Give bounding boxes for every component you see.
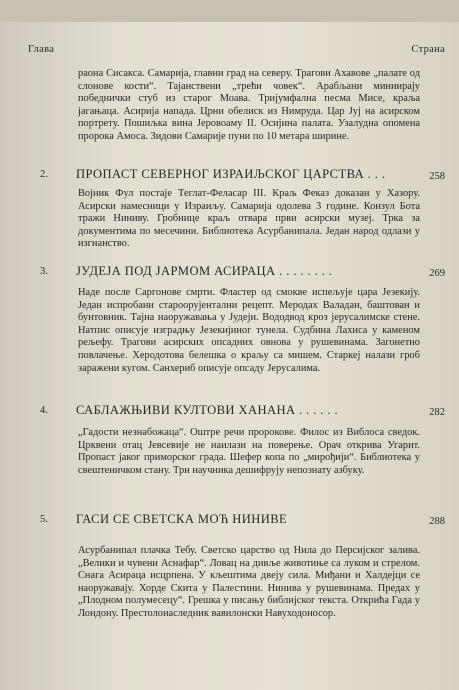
section-summary-3 xyxy=(78,287,420,375)
column-header-chapter: Глава xyxy=(28,44,55,55)
top-shadow xyxy=(0,0,459,22)
section-title-text: САБЛАЖЊИВИ КУЛТОВИ ХАНАНА xyxy=(76,403,296,417)
section-number: 3. xyxy=(40,266,48,277)
section-heading-4 xyxy=(40,403,445,419)
section-title xyxy=(76,167,385,182)
section-leader-dots: . . . . . . . . xyxy=(279,264,333,278)
section-text: Асурбанипал плачка Тебу. Светско царство од Нила до Персијског залива. „Велики и чувени Аснафар“. Ловац на дивље животиње са луком и стрелом. Снага Асираца исцрпена. У кљештима двеју сила. Миђани и Халдејци се наоружавају. Хорде Скита у Палестини. Нинива у рушевинама. Предах у „Плодном полумесецу“. Грешка у писању библијског текста. Открића Гада у Лондону. Престолонаследник вавилонски Навуходоносор. xyxy=(78,545,420,619)
section-title-text: ПРОПАСТ СЕВЕРНОГ ИЗРАИЉСКОГ ЦАРСТВА xyxy=(76,167,365,181)
section-text: „Гадости незнабожаца“. Оштре речи пророкове. Филос из Виблоса сведок. Црквени отац Јевсевије не наилази на поверење. Орач открива Угарит. Пропаст јаког приморског града. Шефер копа по „мирођији“. Библиотека у свештеничком стану. Трн научника дешифрују непознату азбуку. xyxy=(78,427,420,476)
section-title-text: ГАСИ СЕ СВЕТСКА МОЋ НИНИВЕ xyxy=(76,512,288,526)
section-page-number: 282 xyxy=(429,407,445,418)
section-title-text: ЈУДЕЈА ПОД ЈАРМОМ АСИРАЦА xyxy=(76,264,276,278)
section-title xyxy=(76,264,332,279)
section-title xyxy=(76,512,287,527)
section-number: 5. xyxy=(40,514,48,525)
section-leader-dots: . . . xyxy=(367,167,386,181)
section-text: Наде после Саргонове смрти. Фластер од смокве испељује цара Језекију. Један испробани староорујентални рецепт. Меродах Валадан, баштован и бунтовник. Тајна наоружавања у Јудеји. Вододвод кроз јерусалимске стене. Натпис описује изградњу Језекијиног тунела. Судбина Лахиса у каменом рељефу. Трагови асирских опсадних овнова у рушевинама. Загонетно повлачење. Херодотова белешка о краљу са мишем. Старкеј налази гроб заражени кугом. Санхериб описује опсаду Јерусалима. xyxy=(78,287,420,374)
section-summary-4 xyxy=(78,427,420,477)
section-heading-5 xyxy=(40,512,445,528)
section-summary-5 xyxy=(78,545,420,621)
section-number: 2. xyxy=(40,169,48,180)
section-summary-2 xyxy=(78,188,420,251)
column-header-page: Страна xyxy=(411,44,445,55)
intro-text: раона Сисакса. Самарија, главни град на северу. Трагови Ахавове „палате од слонове кости“. Тајанствени „трећи човек“. Арабљани миниирају победнички стуб из старог Моава. Тријумфална песма Мисе, краља јагањаца. Асирија напада. Црни обелиск из Нимруда. Цар Јуј на асирском портрету. Пошиљка вина Јеровоаму II. Осијина палата. Узалудна опомена пророка Амоса. Зидови Самарије пуни по 10 метара ширине. xyxy=(78,68,420,142)
intro-paragraph xyxy=(78,68,420,144)
section-leader-dots: . . . . . . xyxy=(299,403,339,417)
section-heading-2 xyxy=(40,167,445,183)
section-text: Војник Фул постаје Теглат-Феласар III. Краљ Феказ доказан у Хазору. Асирски намесници у Израиљу. Самарија одолева 3 године. Конзул Бота тражи Ниниву. Гробнице краљ отвара први асирски музеј. Трка за документима по месечини. Библиотека Асурбанипала. Један народ одлази у изгнанство. xyxy=(78,188,420,250)
section-number: 4. xyxy=(40,405,48,416)
section-title xyxy=(76,403,338,418)
section-page-number: 288 xyxy=(429,516,445,527)
section-page-number: 269 xyxy=(429,268,445,279)
section-heading-3 xyxy=(40,264,445,280)
section-page-number: 258 xyxy=(429,171,445,182)
